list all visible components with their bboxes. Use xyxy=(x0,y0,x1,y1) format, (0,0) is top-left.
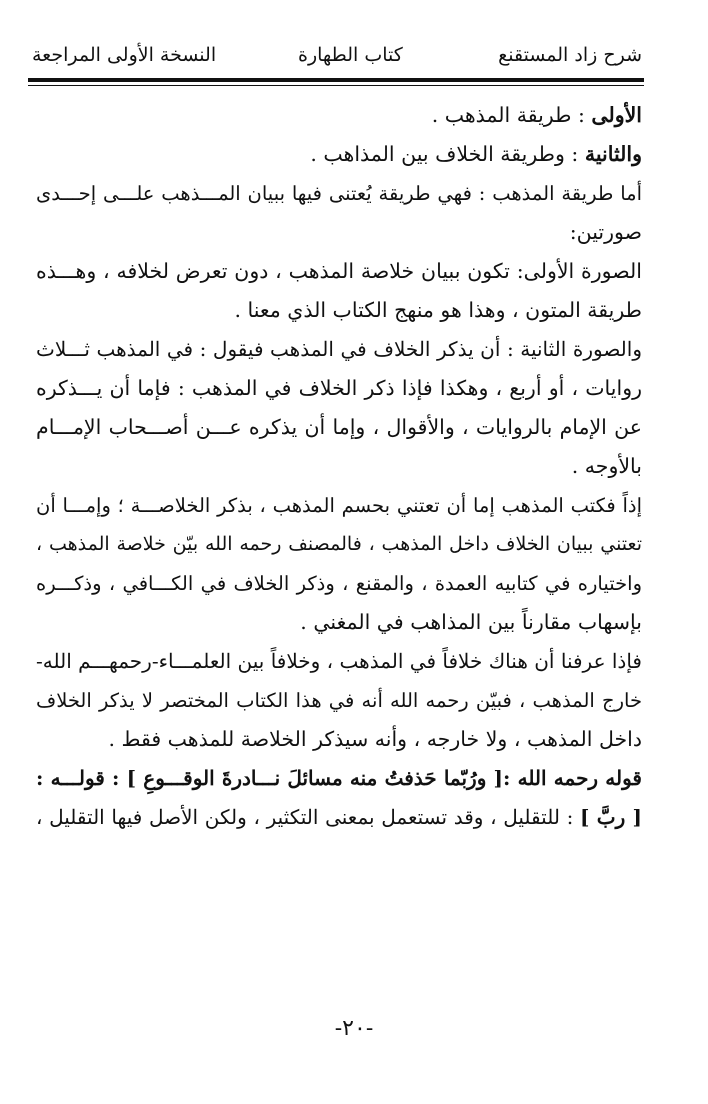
text-line xyxy=(36,564,642,603)
header-rule-thin xyxy=(28,85,644,86)
line-text: بإسهاب مقارناً بين المذاهب في المغني . xyxy=(300,610,642,634)
header-edition-note: النسخة الأولى المراجعة xyxy=(32,44,217,66)
text-line xyxy=(36,174,642,213)
bold-term: [ ربَّ ] xyxy=(580,805,642,829)
line-text: عن الإمام بالروايات ، والأقوال ، وإما أن يذكره عـــن أصـــحاب الإمـــام xyxy=(36,415,642,439)
line-text: بالأوجه . xyxy=(571,454,642,478)
line-text: روايات ، أو أربع ، وهكذا فإذا ذكر الخلاف في المذهب : فإما أن يـــذكره xyxy=(36,376,642,400)
text-line xyxy=(36,603,642,642)
line-text: واختياره في كتابيه العمدة ، والمقنع ، وذكر الخلاف في الكـــافي ، وذكـــره xyxy=(36,572,642,595)
text-line xyxy=(36,408,642,447)
page-number: -٢٠- xyxy=(334,1016,374,1041)
text-line xyxy=(36,330,642,369)
text-line xyxy=(36,369,642,408)
text-line xyxy=(36,525,642,564)
header-rule-thick xyxy=(28,78,644,82)
text-line xyxy=(36,486,642,525)
text-line xyxy=(36,759,642,798)
text-line xyxy=(36,213,642,252)
page-header xyxy=(28,38,642,74)
line-text: داخل المذهب ، ولا خارجه ، وأنه سيذكر الخلاصة للمذهب فقط . xyxy=(108,727,642,751)
text-line xyxy=(36,447,642,486)
body-text xyxy=(36,96,642,837)
bold-term: والثانية xyxy=(584,142,642,166)
line-text: أما طريقة المذهب : فهي طريقة يُعتنى فيها ببيان المـــذهب علـــى إحـــدى xyxy=(36,182,642,205)
line-text: : وطريقة الخلاف بين المذاهب . xyxy=(310,142,585,166)
header-chapter-title: كتاب الطهارة xyxy=(298,44,403,66)
header-book-title: شرح زاد المستقنع xyxy=(498,44,642,66)
line-text: خارج المذهب ، فبيّن رحمه الله أنه في هذا الكتاب المختصر لا يذكر الخلاف xyxy=(36,689,642,712)
line-text: الصورة الأولى: تكون ببيان خلاصة المذهب ، دون تعرض لخلافه ، وهـــذه xyxy=(36,259,642,283)
line-text: صورتين: xyxy=(569,220,642,244)
line-text: فإذا عرفنا أن هناك خلافاً في المذهب ، وخلافاً بين العلمـــاء-رحمهـــم الله- xyxy=(36,649,642,673)
line-text: : طريقة المذهب . xyxy=(431,103,592,127)
line-text: تعتني ببيان الخلاف داخل المذهب ، فالمصنف رحمه الله بيّن خلاصة المذهب ، xyxy=(36,533,642,555)
bold-term: الأولى xyxy=(591,103,642,127)
line-text: إذاً فكتب المذهب إما أن تعتني بحسم المذهب ، بذكر الخلاصـــة ؛ وإمـــا أن xyxy=(36,494,642,517)
text-line xyxy=(36,96,642,135)
bold-term: قوله رحمه الله :[ ورُبّما حَذفتُ منه مسائلَ نـــادرةَ الوقـــوعِ ] : قولـــه : xyxy=(36,766,642,790)
text-line xyxy=(36,252,642,291)
line-text: : للتقليل ، وقد تستعمل بمعنى التكثير ، ولكن الأصل فيها التقليل ، xyxy=(36,805,581,829)
text-line xyxy=(36,681,642,720)
text-line xyxy=(36,798,642,837)
text-line xyxy=(36,291,642,330)
text-line xyxy=(36,720,642,759)
line-text: والصورة الثانية : أن يذكر الخلاف في المذهب فيقول : في المذهب ثـــلاث xyxy=(36,337,642,361)
line-text: طريقة المتون ، وهذا هو منهج الكتاب الذي معنا . xyxy=(234,298,642,322)
text-line xyxy=(36,642,642,681)
text-line xyxy=(36,135,642,174)
